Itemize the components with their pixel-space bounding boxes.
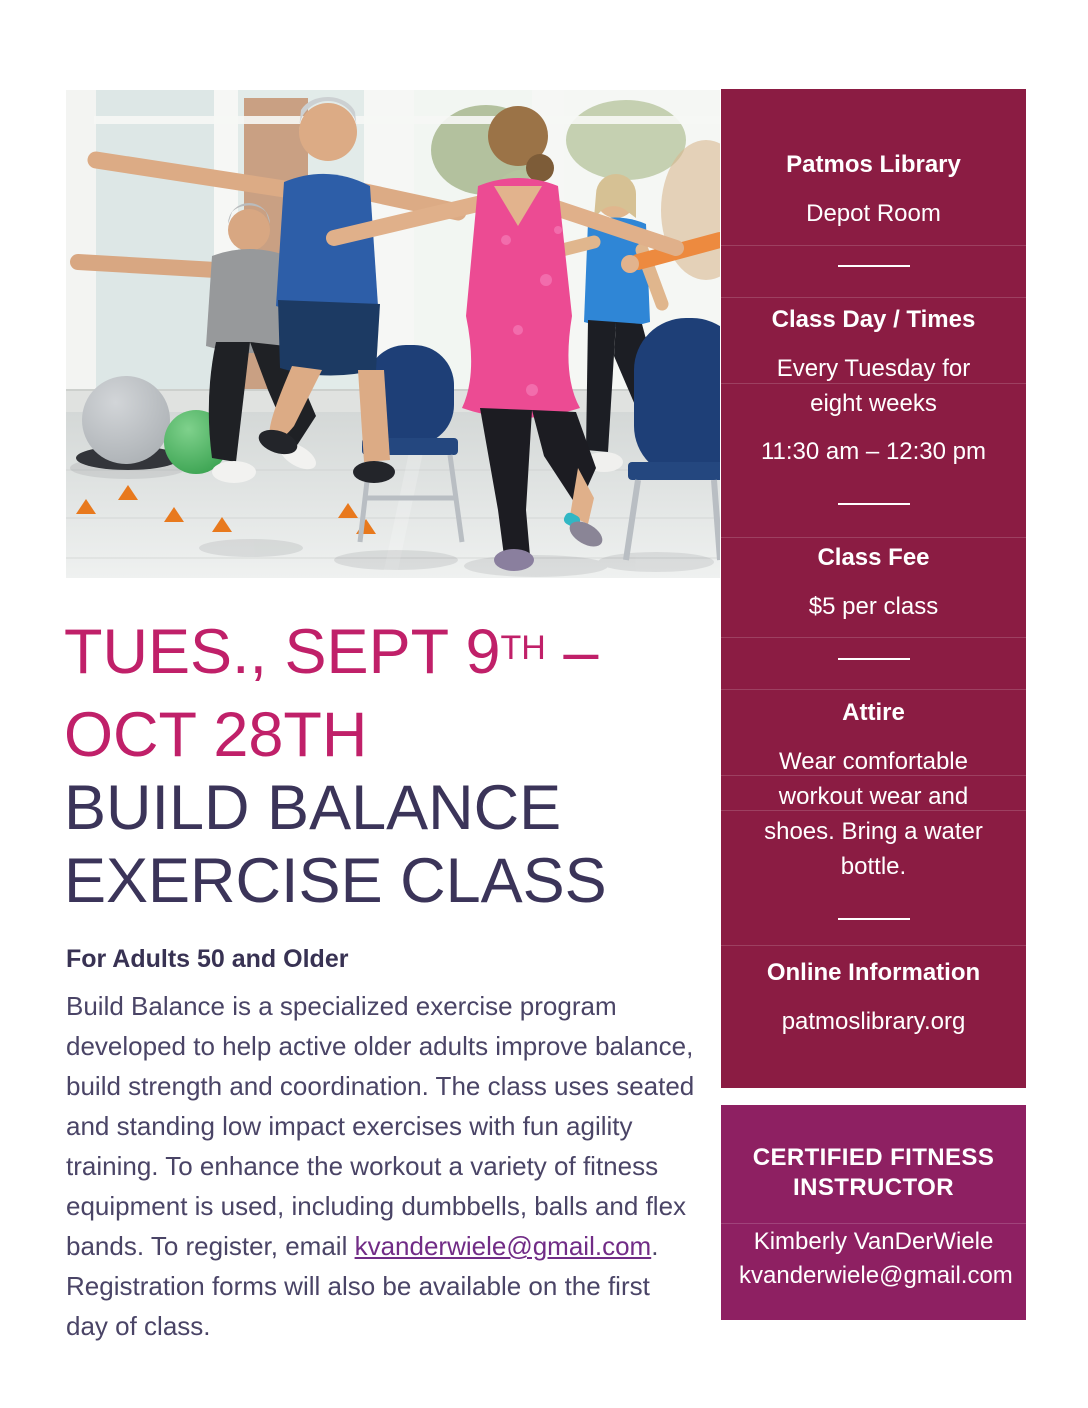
intro-paragraph [66,986,698,1346]
headline-line1: BUILD BALANCE [64,773,562,843]
event-dates-line1: TUES., SEPT 9TH – [64,617,599,687]
sidebar-section-location [741,148,1006,231]
table-border-line [721,945,1026,946]
section-divider [838,265,910,267]
attire-text: Wear comfortable workout wear and shoes. Bring a water bottle. [764,748,983,880]
table-border-line [721,245,1026,246]
event-dates-line2: OCT 28TH [64,700,368,770]
instructor-email: kvanderwiele@gmail.com [739,1262,1013,1289]
instructor-card [721,1105,1026,1320]
table-border-line [721,297,1026,298]
online-heading: Online Information [766,959,981,986]
class-photo [66,90,720,578]
location-heading: Patmos Library [786,151,961,178]
instructor-name: Kimberly VanDerWiele [753,1228,994,1255]
info-sidebar [721,89,1026,1088]
section-divider [838,503,910,505]
flyer-title [64,616,712,918]
intro-section [66,942,698,1346]
section-divider [838,658,910,660]
table-border-line [721,537,1026,538]
sidebar-section-schedule [741,303,1006,469]
audience-subhead: For Adults 50 and Older [66,945,349,973]
schedule-heading: Class Day / Times [771,306,976,333]
sidebar-section-online [741,956,1006,1039]
registration-email-link[interactable]: kvanderwiele@gmail.com [354,1231,652,1261]
table-border-line [721,689,1026,690]
schedule-days: Every Tuesday for eight weeks [776,355,971,417]
fee-amount: $5 per class [808,593,939,620]
fee-heading: Class Fee [817,544,930,571]
sidebar-section-fee [741,541,1006,624]
instructor-heading: CERTIFIED FITNESS INSTRUCTOR [752,1144,995,1201]
table-border-line [721,1223,1026,1224]
ordinal-superscript: TH [500,628,546,667]
intro-text-after-link: . Registration forms will also be available on the first day of class. [66,1231,659,1341]
class-photo-illustration [66,90,720,578]
intro-text-before-link: Build Balance is a specialized exercise program developed to help active older adults improve balance, build strength and coordination. The class uses seated and standing low impact exercises with fun agility training. To enhance the workout a variety of fitness equipment is used, including dumbbells, balls and flex bands. To register, email [66,991,695,1261]
table-border-line [721,637,1026,638]
headline-line2: EXERCISE CLASS [64,846,607,916]
section-divider [838,918,910,920]
attire-heading: Attire [842,699,905,726]
location-room: Depot Room [806,200,941,227]
website-url: patmoslibrary.org [781,1008,966,1035]
schedule-times: 11:30 am – 12:30 pm [760,438,987,465]
sidebar-section-attire [741,696,1006,884]
